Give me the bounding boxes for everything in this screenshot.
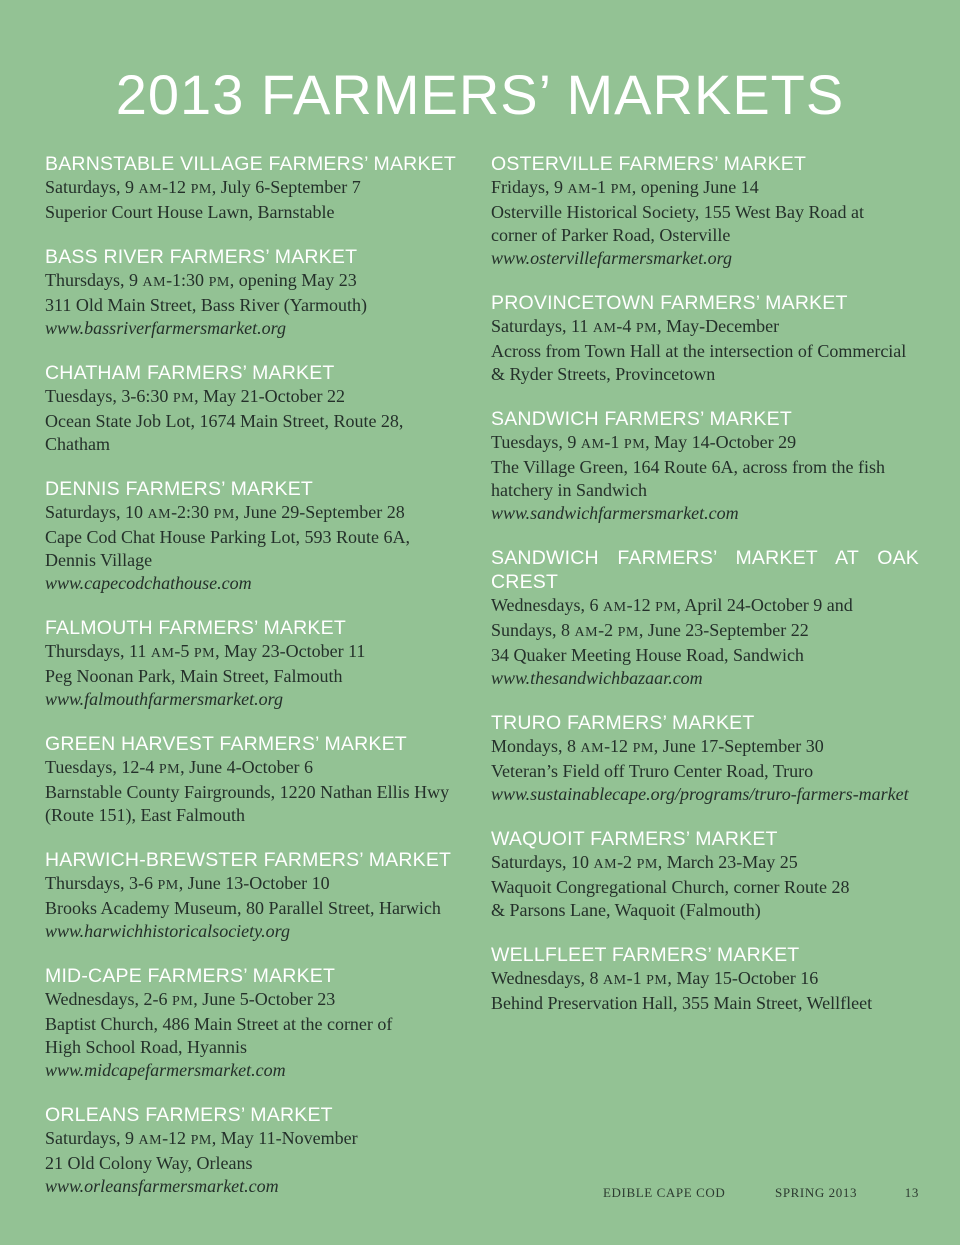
publication-name: EDIBLE CAPE COD: [603, 1185, 726, 1200]
market-website-link[interactable]: www.capecodchathouse.com: [45, 573, 252, 593]
market-name: ORLEANS FARMERS’ MARKET: [45, 1104, 333, 1126]
market-entry: [491, 407, 919, 525]
right-column: [491, 152, 919, 1036]
left-column: [45, 152, 475, 1219]
market-website-link[interactable]: www.bassriverfarmersmarket.org: [45, 318, 287, 338]
market-schedule: Tuesdays, 12-4 PM, June 4-October 6: [45, 757, 314, 777]
market-schedule: Wednesdays, 6 AM-12 PM, April 24-October 9 and: [491, 595, 853, 615]
market-name: HARWICH-BREWSTER FARMERS’ MARKET: [45, 849, 452, 871]
market-name: OSTERVILLE FARMERS’ MARKET: [491, 153, 807, 175]
market-entry: [45, 245, 475, 340]
market-location: Veteran’s Field off Truro Center Road, Truro: [491, 761, 814, 781]
market-location: Dennis Village: [45, 550, 153, 570]
market-schedule: Tuesdays, 3-6:30 PM, May 21-October 22: [45, 386, 346, 406]
market-entry: [45, 616, 475, 711]
market-location: hatchery in Sandwich: [491, 480, 647, 500]
market-location: Baptist Church, 486 Main Street at the corner of: [45, 1014, 393, 1034]
market-location: Superior Court House Lawn, Barnstable: [45, 202, 335, 222]
market-location: & Ryder Streets, Provincetown: [491, 364, 716, 384]
market-location: Peg Noonan Park, Main Street, Falmouth: [45, 666, 343, 686]
market-website-link[interactable]: www.falmouthfarmersmarket.org: [45, 689, 284, 709]
market-entry: [45, 361, 475, 456]
market-location: Behind Preservation Hall, 355 Main Street, Wellfleet: [491, 993, 873, 1013]
market-location: Osterville Historical Society, 155 West Bay Road at: [491, 202, 864, 222]
market-website-link[interactable]: www.ostervillefarmersmarket.org: [491, 248, 732, 268]
market-entry: [45, 152, 475, 224]
market-website-link[interactable]: www.orleansfarmersmarket.com: [45, 1176, 279, 1196]
market-location: Sundays, 8 AM-2 PM, June 23-September 22: [491, 620, 809, 640]
market-location: Barnstable County Fairgrounds, 1220 Nathan Ellis Hwy: [45, 782, 450, 802]
market-entry: [491, 546, 919, 690]
market-entry: [45, 1103, 475, 1198]
market-location: 21 Old Colony Way, Orleans: [45, 1153, 253, 1173]
market-location: The Village Green, 164 Route 6A, across from the fish: [491, 457, 885, 477]
market-website-link[interactable]: www.midcapefarmersmarket.com: [45, 1060, 286, 1080]
market-location: High School Road, Hyannis: [45, 1037, 247, 1057]
market-name: DENNIS FARMERS’ MARKET: [45, 478, 314, 500]
market-entry: [491, 291, 919, 386]
market-entry: [45, 477, 475, 595]
market-location: Cape Cod Chat House Parking Lot, 593 Route 6A,: [45, 527, 410, 547]
market-entry: [491, 827, 919, 922]
market-entry: [491, 943, 919, 1015]
market-location: 311 Old Main Street, Bass River (Yarmouth): [45, 295, 367, 315]
market-name: MID-CAPE FARMERS’ MARKET: [45, 965, 336, 987]
market-location: Brooks Academy Museum, 80 Parallel Street, Harwich: [45, 898, 441, 918]
market-name: PROVINCETOWN FARMERS’ MARKET: [491, 292, 848, 314]
market-schedule: Wednesdays, 8 AM-1 PM, May 15-October 16: [491, 968, 819, 988]
market-location: Ocean State Job Lot, 1674 Main Street, Route 28,: [45, 411, 404, 431]
market-schedule: Thursdays, 9 AM-1:30 PM, opening May 23: [45, 270, 357, 290]
market-website-link[interactable]: www.sandwichfarmersmarket.com: [491, 503, 739, 523]
market-schedule: Saturdays, 9 AM-12 PM, May 11-November: [45, 1128, 358, 1148]
market-schedule: Fridays, 9 AM-1 PM, opening June 14: [491, 177, 759, 197]
market-name: TRURO FARMERS’ MARKET: [491, 712, 755, 734]
market-location: Across from Town Hall at the intersection of Commercial: [491, 341, 907, 361]
page-title: 2013 FARMERS’ MARKETS: [115, 63, 845, 126]
market-schedule: Tuesdays, 9 AM-1 PM, May 14-October 29: [491, 432, 797, 452]
market-entry: [45, 732, 475, 827]
market-website-link[interactable]: www.sustainablecape.org/programs/truro-farmers-market: [491, 784, 909, 804]
market-name: BARNSTABLE VILLAGE FARMERS’ MARKET: [45, 153, 456, 175]
market-name: SANDWICH FARMERS’ MARKET: [491, 408, 792, 430]
market-website-link[interactable]: www.harwichhistoricalsociety.org: [45, 921, 291, 941]
market-location: (Route 151), East Falmouth: [45, 805, 245, 825]
market-name: WELLFLEET FARMERS’ MARKET: [491, 944, 800, 966]
market-location: Waquoit Congregational Church, corner Route 28: [491, 877, 850, 897]
market-website-link[interactable]: www.thesandwichbazaar.com: [491, 668, 703, 688]
market-name: BASS RIVER FARMERS’ MARKET: [45, 246, 358, 268]
market-name: WAQUOIT FARMERS’ MARKET: [491, 828, 778, 850]
market-name: CHATHAM FARMERS’ MARKET: [45, 362, 335, 384]
market-location: 34 Quaker Meeting House Road, Sandwich: [491, 645, 804, 665]
market-name: SANDWICH FARMERS’ MARKET AT OAK CREST: [491, 547, 919, 593]
market-schedule: Thursdays, 11 AM-5 PM, May 23-October 11: [45, 641, 366, 661]
market-schedule: Thursdays, 3-6 PM, June 13-October 10: [45, 873, 330, 893]
market-location: corner of Parker Road, Osterville: [491, 225, 731, 245]
market-schedule: Saturdays, 9 AM-12 PM, July 6-September 7: [45, 177, 361, 197]
market-entry: [45, 848, 475, 943]
market-schedule: Saturdays, 11 AM-4 PM, May-December: [491, 316, 780, 336]
market-entry: [491, 711, 919, 806]
market-name: FALMOUTH FARMERS’ MARKET: [45, 617, 346, 639]
market-location: Chatham: [45, 434, 110, 454]
market-name: GREEN HARVEST FARMERS’ MARKET: [45, 733, 407, 755]
market-entry: [491, 152, 919, 270]
page-number: 13: [904, 1185, 919, 1200]
issue-label: SPRING 2013: [775, 1185, 858, 1200]
market-schedule: Saturdays, 10 AM-2:30 PM, June 29-September 28: [45, 502, 405, 522]
market-schedule: Mondays, 8 AM-12 PM, June 17-September 30: [491, 736, 824, 756]
market-entry: [45, 964, 475, 1082]
market-schedule: Wednesdays, 2-6 PM, June 5-October 23: [45, 989, 336, 1009]
market-location: & Parsons Lane, Waquoit (Falmouth): [491, 900, 761, 920]
market-schedule: Saturdays, 10 AM-2 PM, March 23-May 25: [491, 852, 798, 872]
